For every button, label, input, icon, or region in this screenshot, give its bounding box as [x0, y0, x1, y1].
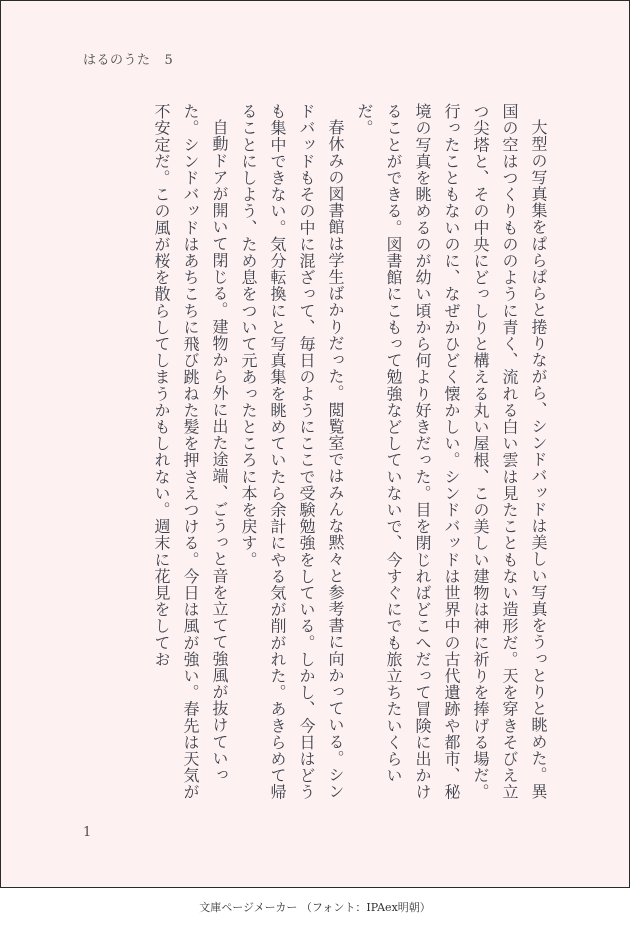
paragraph-3: 自動ドアが開いて閉じる。建物から外に出た途端、ごうっと音を立てて強風が抜けていった。シンドバッドはあちこちに飛び跳ねた髪を押さえつける。今日は風が強い。春先は天気が不安定だ。この風が桜を散らしてしまうかもしれない。週末に花見をしてお — [152, 103, 229, 801]
paragraph-1: 大型の写真集をぱらぱらと捲りながら、シンドバッドは美しい写真をうっとりと眺めた。異国の空はつくりもののように青く、流れる白い雲は見たこともない造形だ。天を穿きそびえ立つ尖塔と、その中央にどっしりと構える丸い屋根、この美しい建物は神に祈りを捧げる場だ。行ったこともないのに、なぜかひどく懐かしい。シンドバッドは世界中の古代遺跡や都市、秘境の写真を眺めるのが幼い頃から何より好きだった。目を閉じればどこへだって冒険に出かけることができる。図書館にこもって勉強などしていないで、今すぐにでも旅立ちたいくらいだ。 — [355, 103, 548, 801]
book-title: はるのうた — [83, 53, 151, 68]
paragraph-2: 春休みの図書館は学生ばかりだった。閲覧室ではみんな黙々と参考書に向かっている。シンドバッドもその中に混ざって、毎日のようにここで受験勉強をしている。しかし、今日はどうも集中できない。気分転換にと写真集を眺めていたら余計にやる気が削がれた。あきらめて帰ることにしよう、ため息をついて元あったところに本を戻す。 — [239, 103, 345, 801]
chapter-number: 5 — [164, 53, 174, 68]
vertical-body-text — [147, 103, 553, 803]
running-head — [83, 49, 173, 68]
footer-credit: 文庫ページメーカー （フォント：IPAex明朝） — [199, 901, 431, 914]
page-number: 1 — [83, 825, 92, 840]
